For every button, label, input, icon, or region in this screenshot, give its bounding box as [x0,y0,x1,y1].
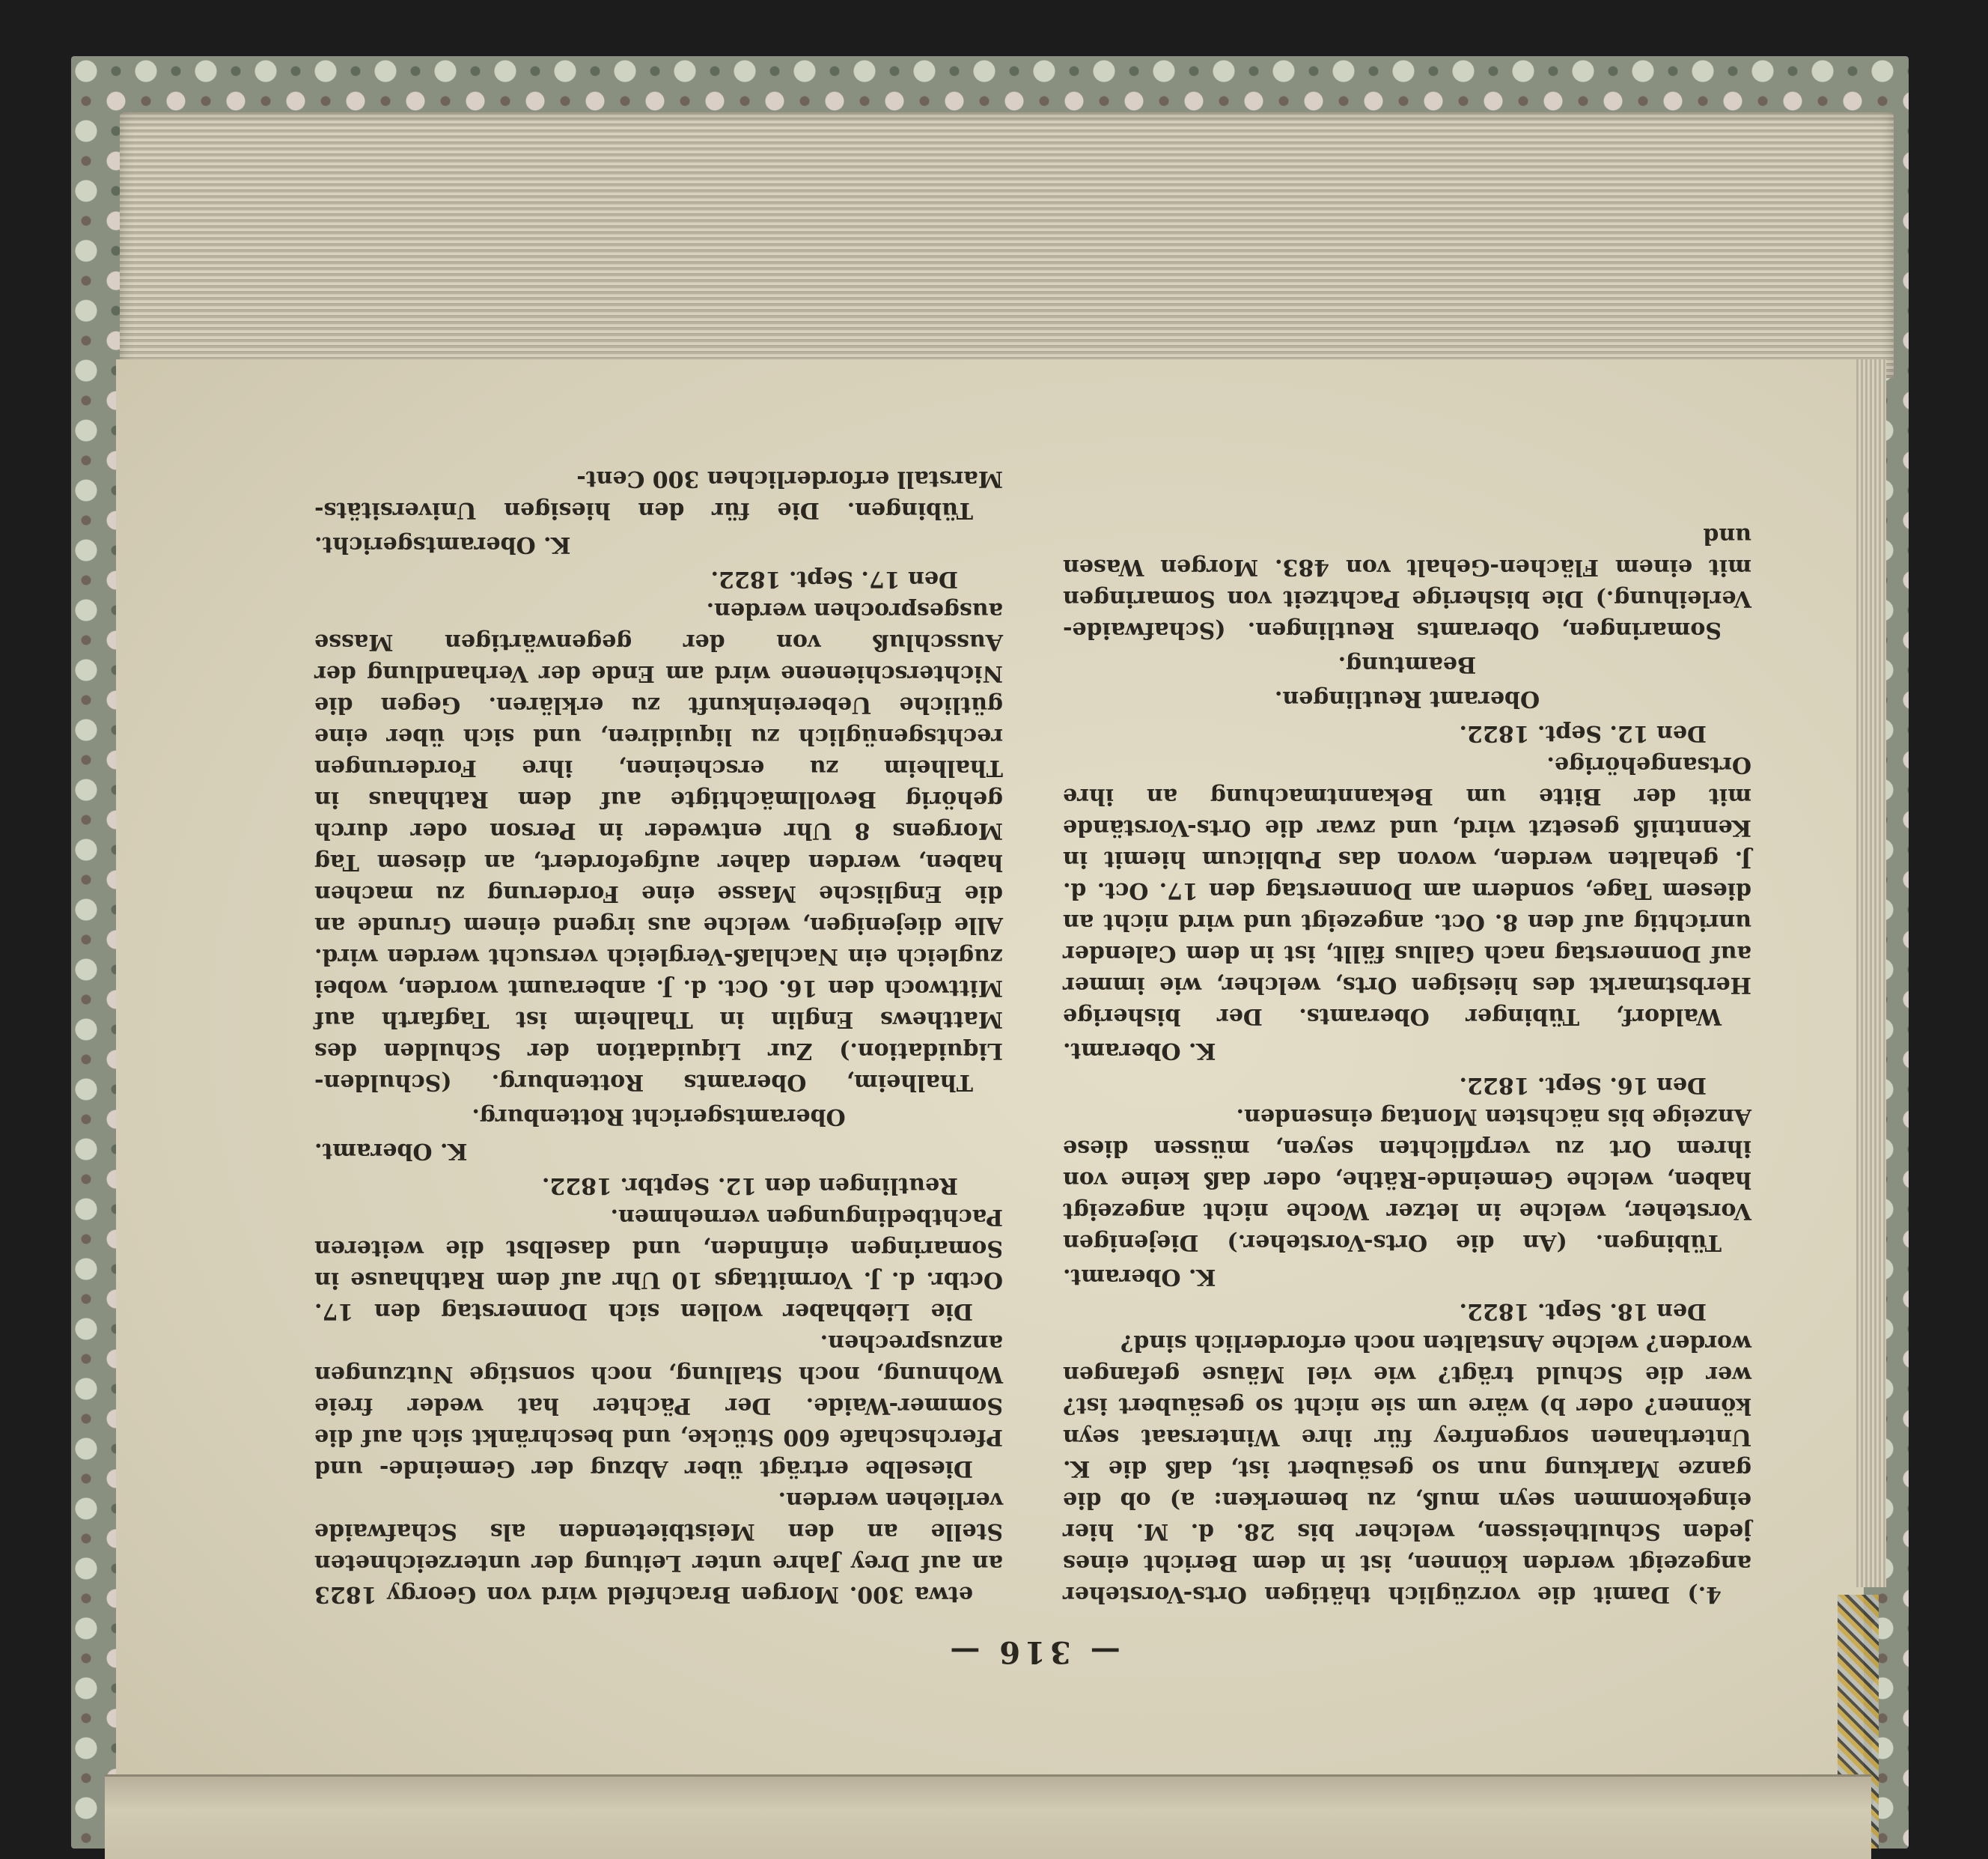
right-column-date-7: Den 17. Sept. 1822. [710,566,958,592]
left-column-center-8: Oberamt Reutlingen. [1274,686,1540,712]
right-column [314,466,1003,1610]
page-edges-top [120,112,1894,378]
left-column-date-4: Den 16. Sept. 1822. [1459,1072,1707,1098]
text-columns [314,466,1751,1610]
rotated-text-block [314,466,1751,1670]
right-column-para-2: Die Liebhaber wollen sich Donnerstag den 17. Octbr. d. J. Vormittags 10 Uhr auf dem Rathhause in Somaringen einfinden, und daselbst die weiteren Pachtbedingungen vernehmen. [314,1204,1003,1324]
left-column-date-1: Den 18. Sept. 1822. [1459,1298,1707,1324]
right-column-right-4: K. Oberamt. [314,1138,468,1164]
left-column-para-0: 4.) Damit die vorzüglich thätigen Orts-Vorsteher angezeigt werden können, ist in dem Bericht eines jeden Schultheissen, welcher bis 28. d. M. hier eingekommen seyn muß, zu bemerken: a) ob die ganze Markung nun so gesäubert ist, daß die K. Unterthanen sorgenfrey für ihre Wintersaat seyn können? oder b) wäre um sie nicht so gesäubert ist? wer die Schuld trägt? wie viel Mäuse gefangen worden? welche Anstalten noch erforderlich sind? [1063,1330,1751,1607]
right-column-center-5: Oberamtsgericht Rottenburg. [472,1104,846,1130]
next-page-edge [105,1774,1871,1859]
right-column-para-6: Thalheim, Oberamts Rottenburg. (Schulden-Liquidation.) Zur Liquidation der Schulden des Matthews Englin in Thalheim ist Tagfarth auf Mittwoch den 16. Oct. d. J. anberaumt worden, wobei zugleich ein Nachlaß-Vergleich versucht werden wird. Alle diejenigen, welche aus irgend einem Grunde an die Englische Masse eine Forderung zu machen haben, werden daher aufgefordert, an diesem Tag Morgens 8 Uhr entweder in Person oder durch gehörig Bevollmächtigte auf dem Rathhaus in Thalheim zu erscheinen, ihre Forderungen rechtsgenüglich zu liquidiren, und sich über eine gütliche Uebereinkunft zu erklären. Gegen die Nichterschienene wird am Ende der Verhandlung der Ausschluß von der gegenwärtigen Masse ausgesprochen werden. [314,597,1003,1095]
left-column-right-5: K. Oberamt. [1063,1038,1216,1064]
left-column-date-7: Den 12. Sept. 1822. [1459,720,1707,746]
right-column-para-0: etwa 300. Morgen Brachfeld wird von Georgy 1823 an auf Drey Jahre unter Leitung der unterzeichneten Stelle an den Meistbietenden als Schafwaide verliehen werden. [314,1487,1003,1607]
left-column-para-10: Somaringen, Oberamts Reutlingen. (Schafwaide-Verleihung.) Die bisherige Pachtzeit von Somaringen mit einem Flächen-Gehalt von 483. Morgen Wasen und [1063,523,1751,643]
page-edges-right [1856,359,1886,1587]
right-column-para-9: Tübingen. Die für den hiesigen Universitäts-Marstall erforderlichen 300 Cent- [314,466,1003,523]
left-column-right-2: K. Oberamt. [1063,1264,1216,1290]
left-column [1063,523,1751,1610]
right-column-para-1: Dieselbe erträgt über Abzug der Gemeinde- und Pferchschafe 600 Stücke, und beschränkt sich auf die Sommer-Waide. Der Pächter hat weder freie Wohnung, noch Stallung, noch sonstige Nutzungen anzusprechen. [314,1330,1003,1482]
left-column-para-3: Tübingen. (An die Orts-Vorsteher.) Diejenigen Vorsteher, welche in letzer Woche nicht angezeigt haben, welche Gemeinde-Räthe, oder daß keine von ihrem Ort zu verpflichten seyen, müssen diese Anzeige bis nächsten Montag einsenden. [1063,1104,1751,1256]
left-column-center-9: Beamtung. [1338,651,1477,678]
page-number: — 316 — [945,1634,1120,1670]
left-column-para-6: Waldorf, Tübinger Oberamts. Der bisherige Herbstmarkt des hiesigen Orts, welcher, wie immer auf Donnerstag nach Gallus fällt, ist in dem Calender unrichtig auf den 8. Oct. angezeigt und wird nicht an diesem Tage, sondern am Donnerstag den 17. Oct. d. J. gehalten werden, wovon das Publicum hiemit in Kenntniß gesetzt wird, und zwar die Orts-Vorstände mit der Bitte um Bekanntmachung an ihre Ortsangehörige. [1063,752,1751,1029]
right-column-right-8: K. Oberamtsgericht. [314,532,571,558]
right-column-date-3: Reutlingen den 12. Septbr. 1822. [541,1172,958,1199]
